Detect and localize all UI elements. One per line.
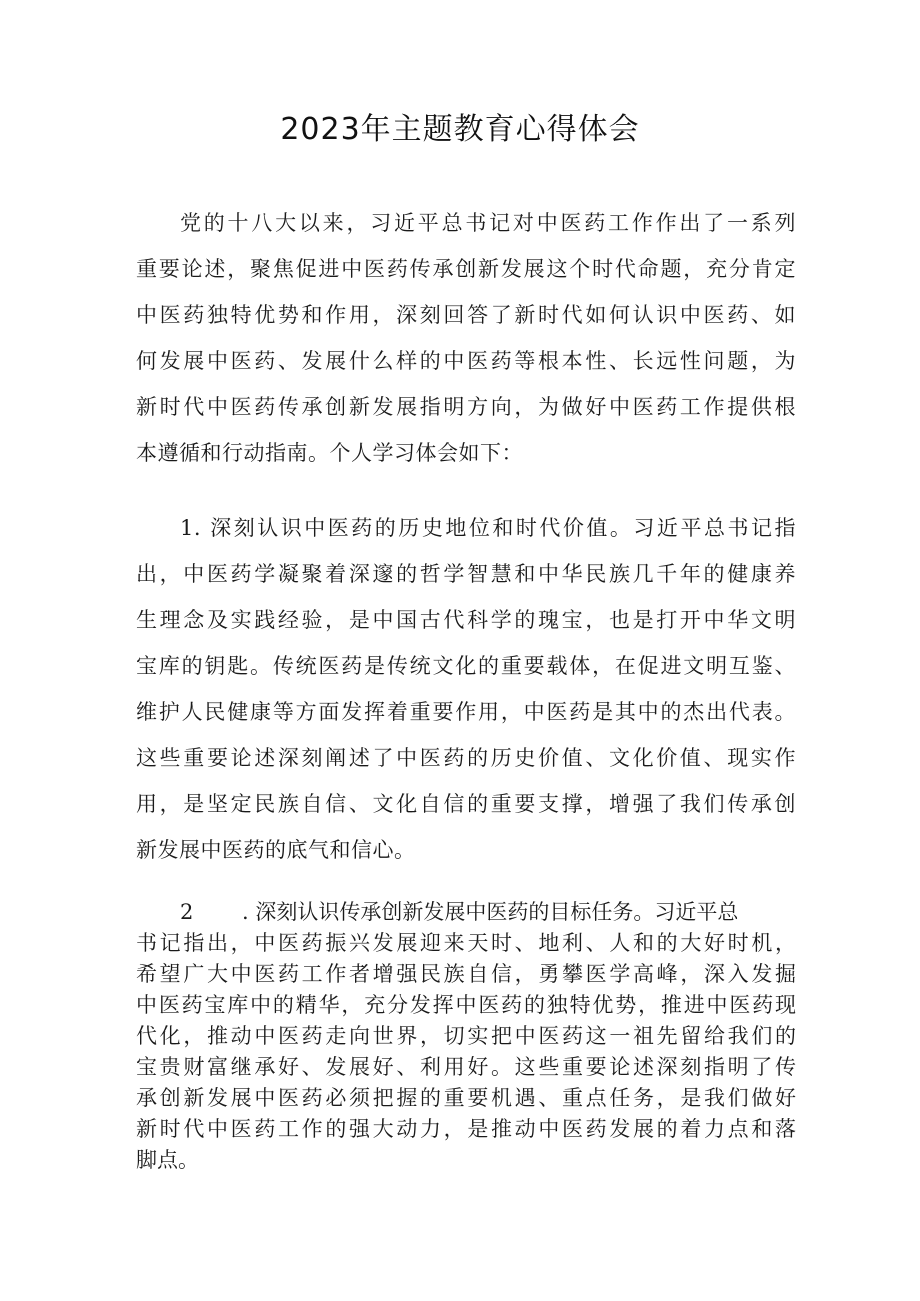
- text-line: 维护人民健康等方面发挥着重要作用，中医药是其中的杰出代表。: [136, 700, 796, 724]
- text-line: 用，是坚定民族自信、文化自信的重要支撑，增强了我们传承创: [136, 792, 796, 816]
- text-line: 希望广大中医药工作者增强民族自信，勇攀医学高峰，深入发掘: [136, 962, 796, 986]
- text-line: 这些重要论述深刻阐述了中医药的历史价值、文化价值、现实作: [136, 746, 796, 770]
- text-line: 代化，推动中医药走向世界，切实把中医药这一祖先留给我们的: [136, 1024, 796, 1048]
- text-line: 中医药宝库中的精华，充分发挥中医药的独特优势，推进中医药现: [136, 993, 796, 1017]
- text-line: 生理念及实践经验，是中国古代科学的瑰宝，也是打开中华文明: [136, 608, 796, 632]
- text-line: 书记指出，中医药振兴发展迎来天时、地利、人和的大好时机，: [136, 931, 796, 955]
- text-line: 脚点。: [136, 1148, 199, 1172]
- paragraph-intro: [136, 200, 796, 476]
- text-line: 1. 深刻认识中医药的历史地位和时代价值。习近平总书记指: [180, 516, 796, 540]
- text-line: 新时代中医药工作的强大动力，是推动中医药发展的着力点和落: [136, 1117, 796, 1141]
- text-line: 新时代中医药传承创新发展指明方向，为做好中医药工作提供根: [136, 395, 796, 419]
- text-line-content: . 深刻认识传承创新发展中医药的目标任务。习近平总: [242, 900, 739, 924]
- text-line: 中医药独特优势和作用，深刻回答了新时代如何认识中医药、如: [136, 303, 796, 327]
- text-line: 本遵循和行动指南。个人学习体会如下：: [136, 441, 523, 465]
- text-line: 党的十八大以来，习近平总书记对中医药工作作出了一系列: [180, 211, 796, 235]
- text-line: 承创新发展中医药必须把握的重要机遇、重点任务，是我们做好: [136, 1086, 796, 1110]
- text-line: 新发展中医药的底气和信心。: [136, 838, 416, 862]
- paragraph-point-1: [136, 505, 796, 873]
- text-line: 宝贵财富继承好、发展好、利用好。这些重要论述深刻指明了传: [136, 1055, 796, 1079]
- text-line: [136, 897, 796, 928]
- text-line: 重要论述，聚焦促进中医药传承创新发展这个时代命题，充分肯定: [136, 257, 796, 281]
- text-line: 宝库的钥匙。传统医药是传统文化的重要载体，在促进文明互鉴、: [136, 654, 796, 678]
- text-line: 何发展中医药、发展什么样的中医药等根本性、长远性问题，为: [136, 349, 796, 373]
- text-line: 出，中医药学凝聚着深邃的哲学智慧和中华民族几千年的健康养: [136, 562, 796, 586]
- list-number: 2: [180, 900, 194, 924]
- paragraph-point-2: [136, 897, 796, 1176]
- document-title: 2023年主题教育心得体会: [280, 112, 640, 147]
